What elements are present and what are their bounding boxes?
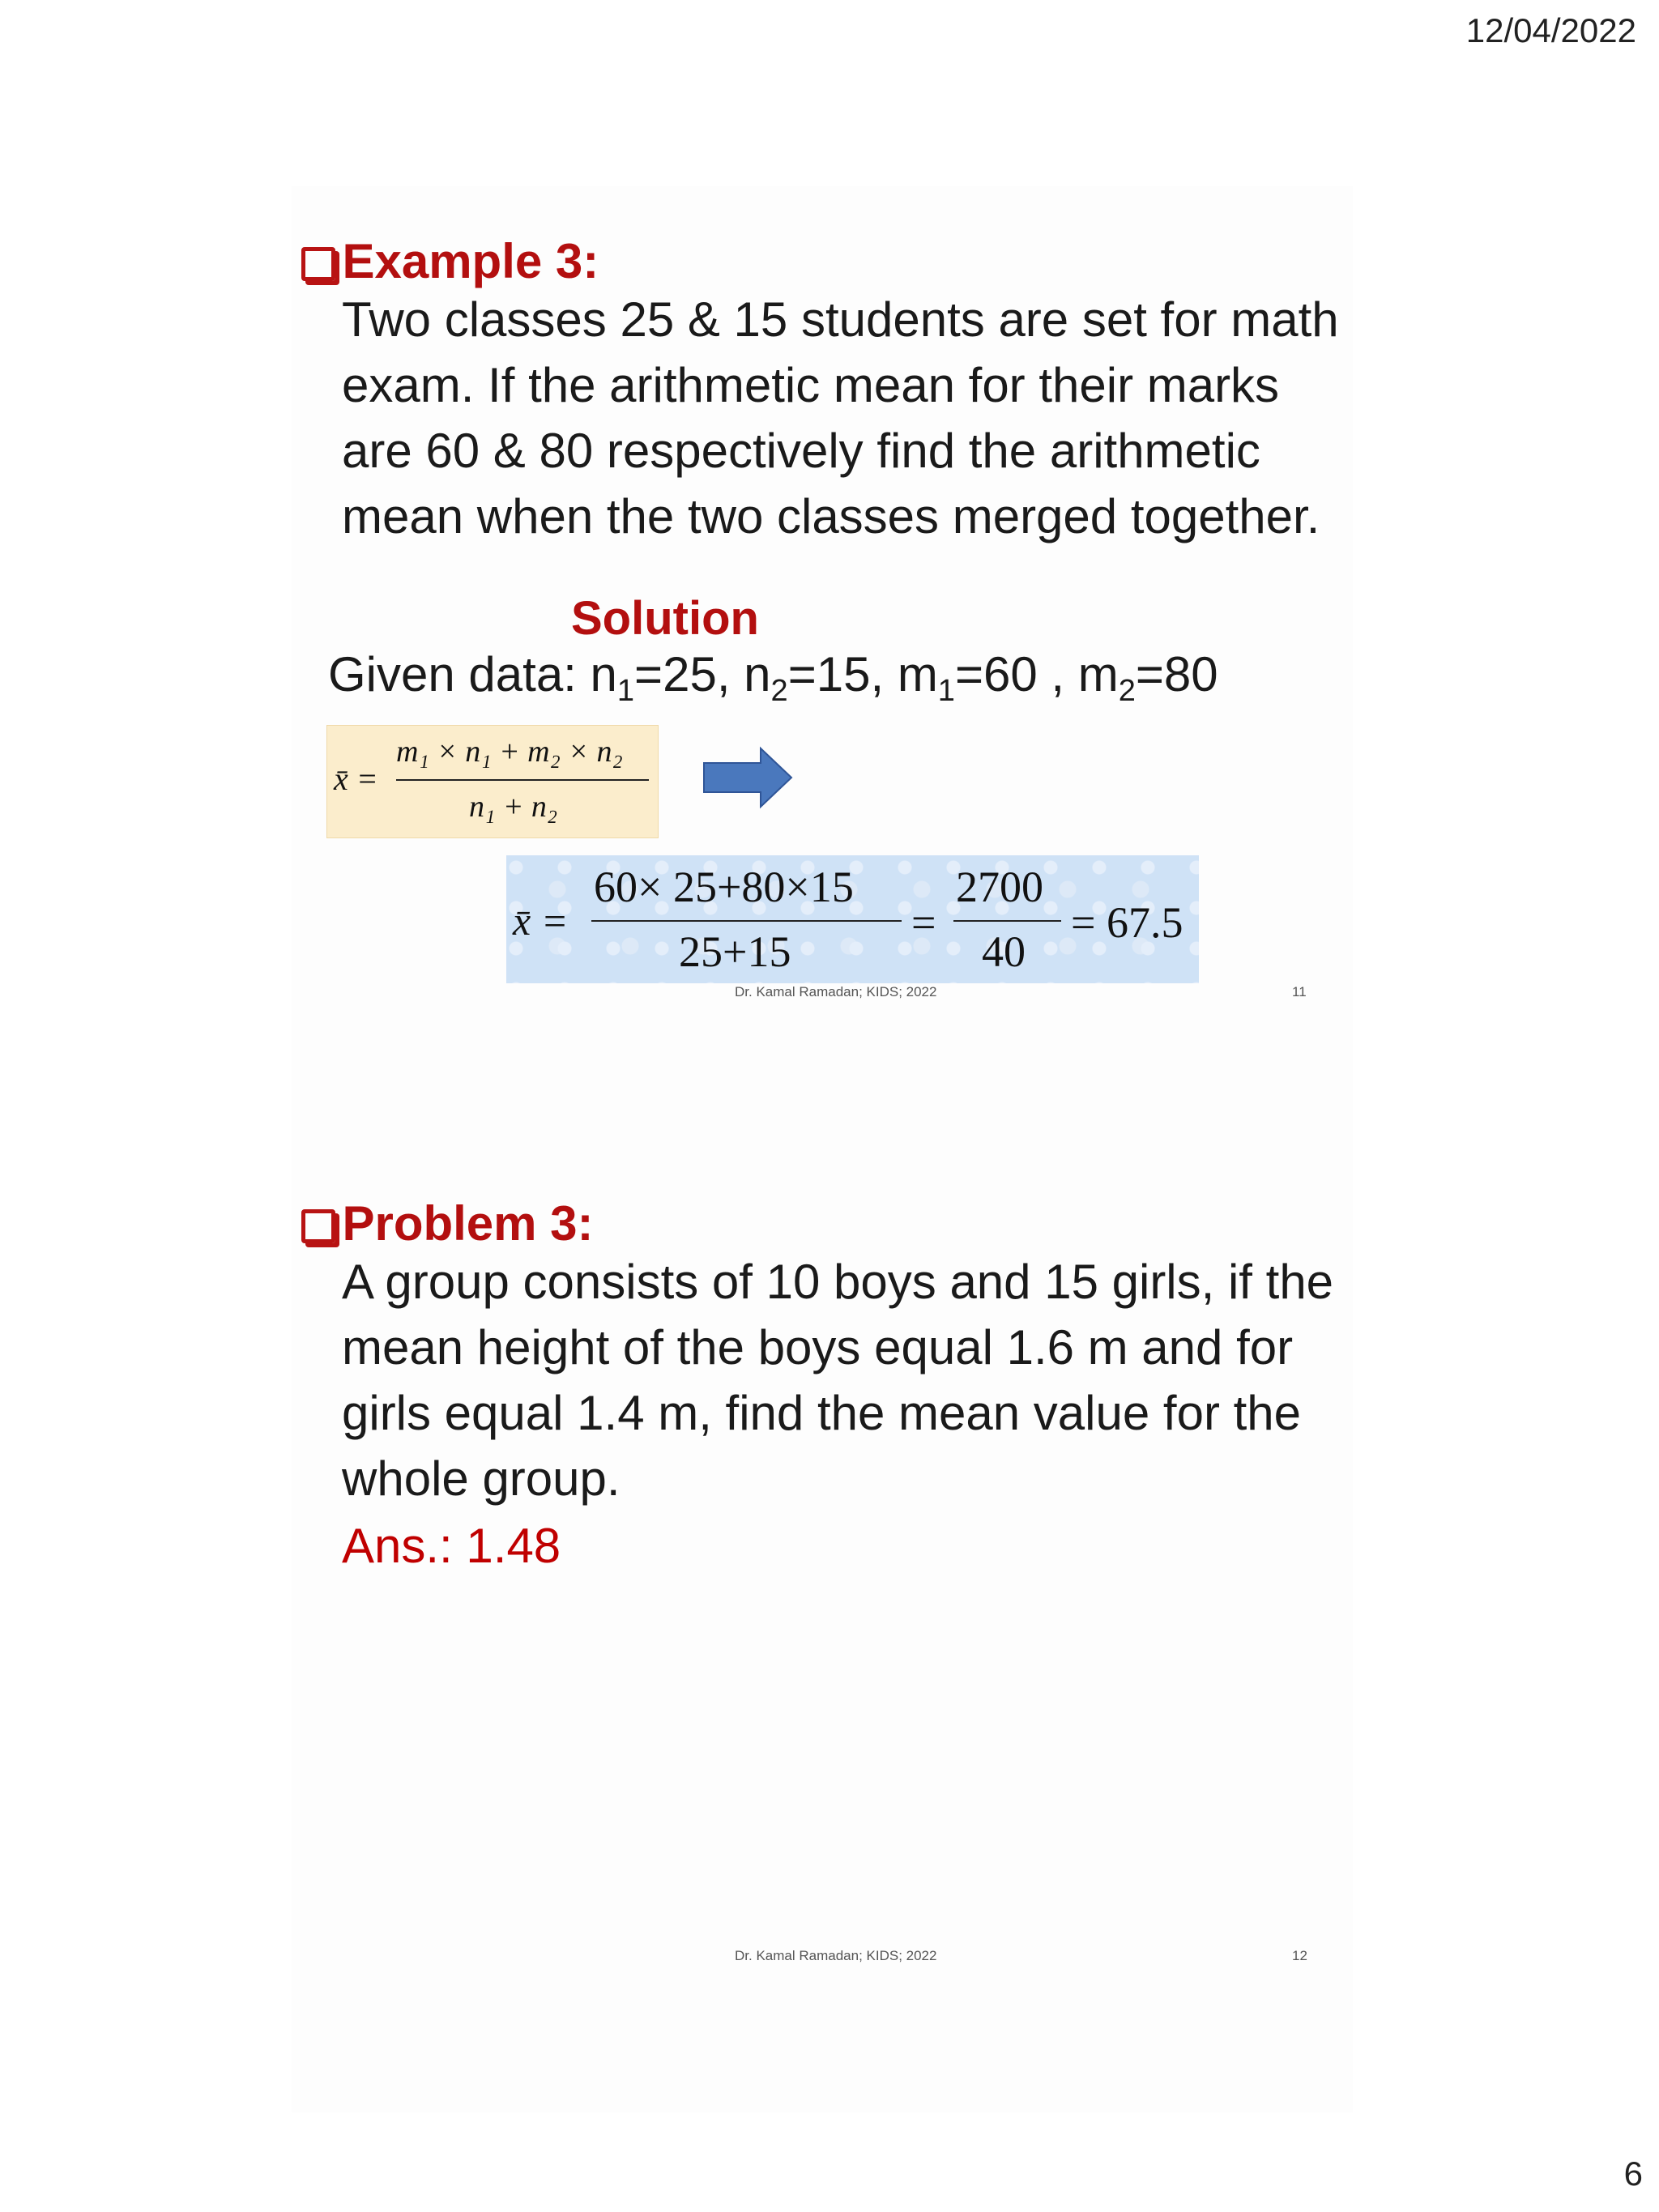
m2-subscript: 2 [1118, 674, 1136, 708]
numeric-mean-formula [506, 855, 1199, 983]
example-line: are 60 & 80 respectively find the arithmetic [342, 424, 1260, 478]
n2-value: =15, [787, 647, 898, 701]
square-bullet-icon [301, 247, 335, 281]
m1-value: =60 , [954, 647, 1078, 701]
problem-line: A group consists of 10 boys and 15 girls, if the [342, 1255, 1334, 1309]
example-heading-row [301, 233, 599, 289]
print-date: 12/04/2022 [1465, 11, 1636, 49]
given-data [328, 646, 1218, 709]
fraction-bar [591, 920, 902, 922]
n2-symbol: n [744, 647, 771, 701]
numeric-lhs: x̄ = [513, 898, 569, 944]
result-denominator: 40 [982, 927, 1026, 976]
m2-symbol: m [1077, 647, 1119, 701]
slide-12 [292, 1149, 1353, 2112]
problem-line: whole group. [342, 1451, 621, 1506]
right-arrow-icon [701, 745, 798, 810]
problem-heading-row [301, 1196, 594, 1251]
slide-number: 11 [1292, 984, 1307, 999]
problem-line: girls equal 1.4 m, find the mean value for the [342, 1386, 1302, 1440]
example-text [342, 287, 1346, 549]
slide-footer: Dr. Kamal Ramadan; KIDS; 2022 [735, 984, 937, 999]
example-line: exam. If the arithmetic mean for their marks [342, 358, 1280, 412]
example-line: Two classes 25 & 15 students are set for math [342, 292, 1339, 347]
slide-number: 12 [1292, 1948, 1307, 1963]
answer: Ans.: 1.48 [342, 1519, 561, 1573]
m2-value: =80 [1135, 647, 1218, 701]
formula-denominator: n₁ + n₂ [469, 790, 558, 824]
example-heading: Example 3: [342, 234, 599, 288]
fraction-bar [953, 920, 1061, 922]
formula-lhs: x̄ = [334, 761, 378, 797]
numeric-numerator: 60× 25+80×15 [594, 863, 854, 911]
equals-sign: = [911, 898, 936, 947]
problem-line: mean height of the boys equal 1.6 m and for [342, 1320, 1294, 1375]
problem-text [342, 1249, 1346, 1511]
result-numerator: 2700 [956, 863, 1043, 911]
page-number: 6 [1623, 2154, 1643, 2193]
n2-subscript: 2 [770, 674, 788, 708]
final-result: = 67.5 [1071, 898, 1183, 947]
m1-subscript: 1 [937, 674, 955, 708]
formula-numerator: m₁ × n₁ + m₂ × n₂ [396, 735, 623, 769]
slide-11 [292, 186, 1353, 1150]
n1-symbol: n [590, 647, 617, 701]
m1-symbol: m [897, 647, 938, 701]
given-prefix: Given data: [328, 647, 591, 701]
n1-subscript: 1 [616, 674, 635, 708]
problem-heading: Problem 3: [342, 1196, 594, 1251]
square-bullet-icon [301, 1209, 335, 1243]
fraction-bar [396, 779, 649, 781]
example-line: mean when the two classes merged together. [342, 489, 1320, 543]
general-mean-formula [326, 725, 659, 838]
n1-value: =25, [634, 647, 744, 701]
slide-footer: Dr. Kamal Ramadan; KIDS; 2022 [735, 1948, 937, 1963]
solution-label: Solution [571, 592, 759, 645]
numeric-denominator: 25+15 [679, 927, 791, 976]
